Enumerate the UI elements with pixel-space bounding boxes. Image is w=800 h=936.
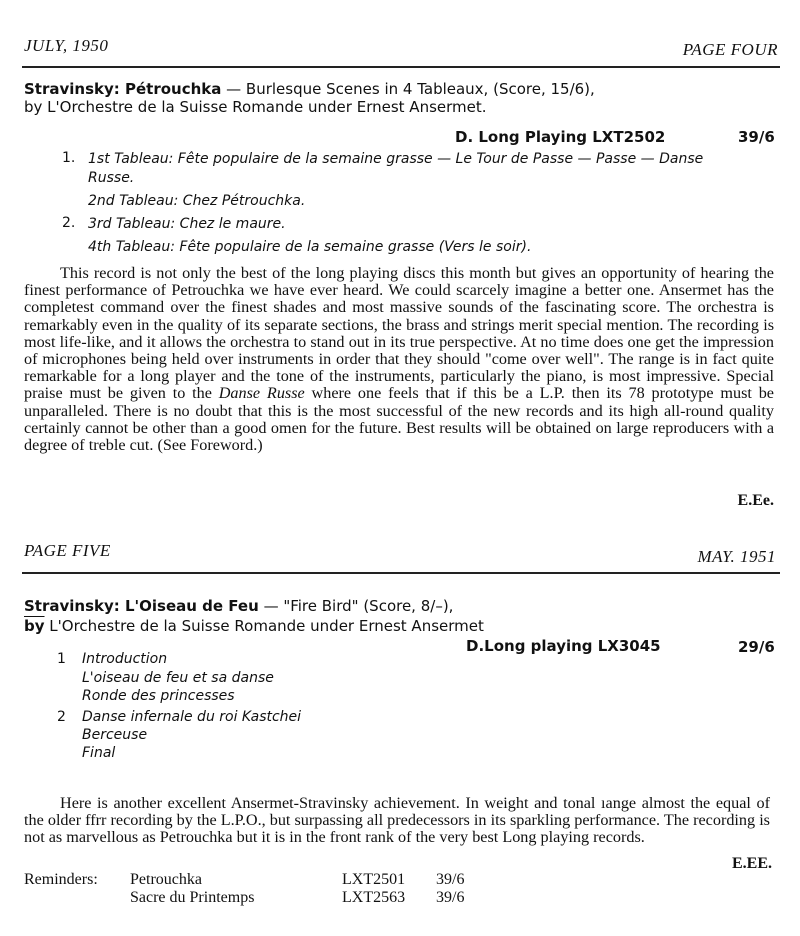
work-description: — Burlesque Scenes in 4 Tableaux, (Score, 15/6), — [221, 80, 595, 98]
reminder-title: Petrouchka — [130, 871, 202, 888]
header-rule — [22, 572, 780, 574]
review-text: Here is another excellent Ansermet-Stravinsky achievement. In weight and tonal ıange almost the equal of the older ffrr recording by the L.P.O., but surpassing all predecessors in its sparkling performance. The recording is not as marvellous as Petrouchka but it is in the front rank of the very best Long playing records. — [24, 794, 770, 847]
issue-date: MAY. 1951 — [697, 547, 776, 566]
page-number: PAGE FIVE — [24, 541, 111, 560]
performer-credit: $\overline{by}$ L'Orchestre de la Suisse Romande under Ernest Ansermet — [24, 617, 484, 635]
catalogue-number: D. Long Playing LXT2502 — [455, 128, 666, 146]
catalogue-number: D.Long playing LX3045 — [466, 637, 661, 655]
composer-work: Stravinsky: L'Oiseau de Feu — [24, 597, 259, 615]
track-line: L'oiseau de feu et sa danse — [82, 670, 274, 686]
issue-date: JULY, 1950 — [24, 36, 109, 55]
track-number: 2. — [62, 215, 76, 231]
reminder-catalogue: LXT2501 — [342, 871, 406, 888]
track-line: 3rd Tableau: Chez le maure. — [88, 216, 286, 232]
header-rule — [22, 66, 780, 68]
reminder-title: Sacre du Printemps — [130, 889, 255, 906]
reminders-label: Reminders: — [24, 871, 98, 888]
track-line: Berceuse — [82, 727, 148, 743]
reminder-price: 39/6 — [436, 871, 465, 888]
record-title — [24, 80, 595, 98]
track-line: 4th Tableau: Fête populaire de la semaine grasse (Vers le soir). — [88, 239, 532, 255]
price: 29/6 — [738, 638, 775, 656]
track-line: 1st Tableau: Fête populaire de la semaine grasse — Le Tour de Passe — Passe — Danse — [88, 151, 704, 167]
performer-credit: by L'Orchestre de la Suisse Romande under Ernest Ansermet. — [24, 98, 487, 116]
track-line: Final — [82, 745, 116, 761]
track-number: 1. — [62, 150, 76, 166]
work-description: — "Fire Bird" (Score, 8/–), — [258, 597, 454, 615]
track-number: 2 — [57, 709, 66, 725]
reminder-catalogue: LXT2563 — [342, 889, 406, 906]
track-line: 2nd Tableau: Chez Pétrouchka. — [88, 193, 306, 209]
record-title — [24, 597, 453, 615]
track-line: Introduction — [82, 651, 168, 667]
reminder-price: 39/6 — [436, 889, 465, 906]
track-line: Ronde des princesses — [82, 688, 235, 704]
reviewer-initials: E.EE. — [731, 855, 772, 872]
track-line: Russe. — [88, 170, 135, 186]
composer-work: Stravinsky: Pétrouchka — [24, 80, 222, 98]
review-italic: Danse Russe — [218, 384, 305, 403]
review-text: This record is not only the best of the long playing discs this month but gives an opportunity of hearing the finest performance of Petrouchka we have ever heard. We could scarcely imagine a better one. Ansermet has the completest command over the finest shades and most massive sounds of the fascinating score. The orchestra is remarkably even in the quality of its separate sections, the brass and strings merit special mention. The recording is most life-like, and it allows the orchestra to stand out in its true perspective. At no time does one get the impression of microphones being held over instruments in order that they should "come over well". The range is in fact quite remarkable for a long player and the tone of the instruments, particularly the piano, is most impressive. Special praise must be given to the Danse Russe where one feels that if this be a L.P. then its 78 prototype must be unparalleled. There is no doubt that this is the most successful of the new records and its high all-round quality certainly cannot be other than a good omen for the future. Best results will be obtained on large reproducers with a degree of treble cut. (See Foreword.) — [24, 264, 774, 455]
track-number: 1 — [57, 651, 66, 667]
reviewer-initials: E.Ee. — [737, 492, 774, 509]
price: 39/6 — [738, 128, 775, 146]
track-line: Danse infernale du roi Kastchei — [82, 709, 302, 725]
page-number: PAGE FOUR — [682, 40, 778, 59]
